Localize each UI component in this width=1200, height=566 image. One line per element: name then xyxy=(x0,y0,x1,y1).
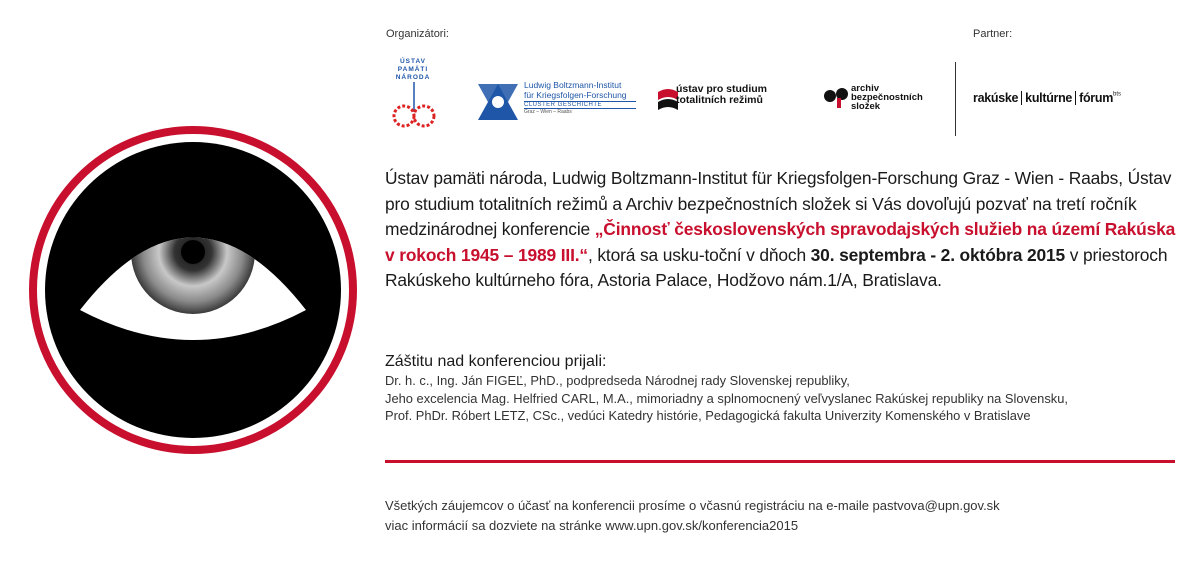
abs-symbol-icon xyxy=(823,86,851,110)
conference-title: „Činnosť československých spravodajských služieb na území Rakúska v rokoch 1945 – 1989 III.“ xyxy=(385,219,1176,265)
invitation-text-middle: , ktorá sa usku-toční v dňoch xyxy=(587,244,811,265)
kf-part1: rakúske xyxy=(973,91,1019,105)
kf-part3: fórum xyxy=(1079,91,1114,105)
ustr-logo xyxy=(658,82,798,118)
ustr-line2: totalitních režimů xyxy=(676,94,763,106)
conference-dates: 30. septembra - 2. októbra 2015 xyxy=(810,244,1066,265)
lbi-line1: Ludwig Boltzmann-Institut xyxy=(524,80,622,90)
upn-emblem-icon xyxy=(386,82,442,132)
upn-logo xyxy=(386,58,442,138)
footer-website: viac informácií sa dozviete na stránke www.upn.gov.sk/konferencia2015 xyxy=(385,518,799,533)
lbi-logo xyxy=(476,80,636,124)
abs-line1: archiv xyxy=(851,83,879,94)
kf-sup: bts xyxy=(1113,91,1122,98)
eye-emblem xyxy=(28,125,358,455)
abs-line2: bezpečnostních xyxy=(851,92,923,103)
ustr-line1: ústav pro studium xyxy=(676,83,768,95)
red-divider xyxy=(385,460,1175,463)
ustr-flag-icon xyxy=(658,86,678,114)
patronage-section xyxy=(385,352,1185,425)
partner-label: Partner: xyxy=(973,28,1013,40)
lbi-star-icon xyxy=(476,82,520,122)
footer xyxy=(385,496,1000,536)
kf-logo xyxy=(973,89,1121,107)
patron-line: Dr. h. c., Ing. Ján FIGEĽ, PhD., podpredseda Národnej rady Slovenskej republiky, xyxy=(385,373,850,388)
partner-divider xyxy=(955,62,956,136)
abs-logo xyxy=(823,82,943,118)
upn-logo-text: ÚSTAV PAMÄTI NÁRODA xyxy=(395,58,431,81)
footer-registration: Všetkých záujemcov o účasť na konferencii prosíme o včasnú registráciu na e-maile pastvova@upn.gov.sk xyxy=(385,498,1000,513)
lbi-line2: für Kriegsfolgen-Forschung xyxy=(524,90,627,100)
lbi-cities: Graz – Wien – Raabs xyxy=(524,109,572,115)
patronage-title: Záštitu nad konferenciou prijali: xyxy=(385,353,607,370)
invitation-text-before: Ústav pamäti národa, Ludwig Boltzmann-Institut für Kriegsfolgen-Forschung Graz - Wien - Raabs, Ústav pro studium totalitních režimů a Archiv bezpečnostních složek si Vás dovoľujú pozvať na tretí ročník medzinárodnej konferencie xyxy=(385,168,1172,240)
abs-line3: složek xyxy=(851,101,881,112)
kf-separator xyxy=(1021,91,1022,105)
invitation-text xyxy=(385,166,1185,294)
kf-part2: kultúrne xyxy=(1025,91,1073,105)
patron-line: Prof. PhDr. Róbert LETZ, CSc., vedúci Katedry histórie, Pedagogická fakulta Univerzity Komenského v Bratislave xyxy=(385,408,1031,423)
patron-line: Jeho excelencia Mag. Helfried CARL, M.A., mimoriadny a splnomocnený veľvyslanec Rakúskej republiky na Slovensku, xyxy=(385,390,1068,406)
kf-separator xyxy=(1075,91,1076,105)
lbi-cluster: CLUSTER GESCHICHTE xyxy=(524,101,636,109)
eye-icon xyxy=(28,125,358,455)
invitation-text-after: v priestoroch Rakúskeho kultúrneho fóra, Astoria Palace, Hodžovo nám.1/A, Bratislava. xyxy=(385,244,1168,291)
organizers-label: Organizátori: xyxy=(386,28,449,40)
